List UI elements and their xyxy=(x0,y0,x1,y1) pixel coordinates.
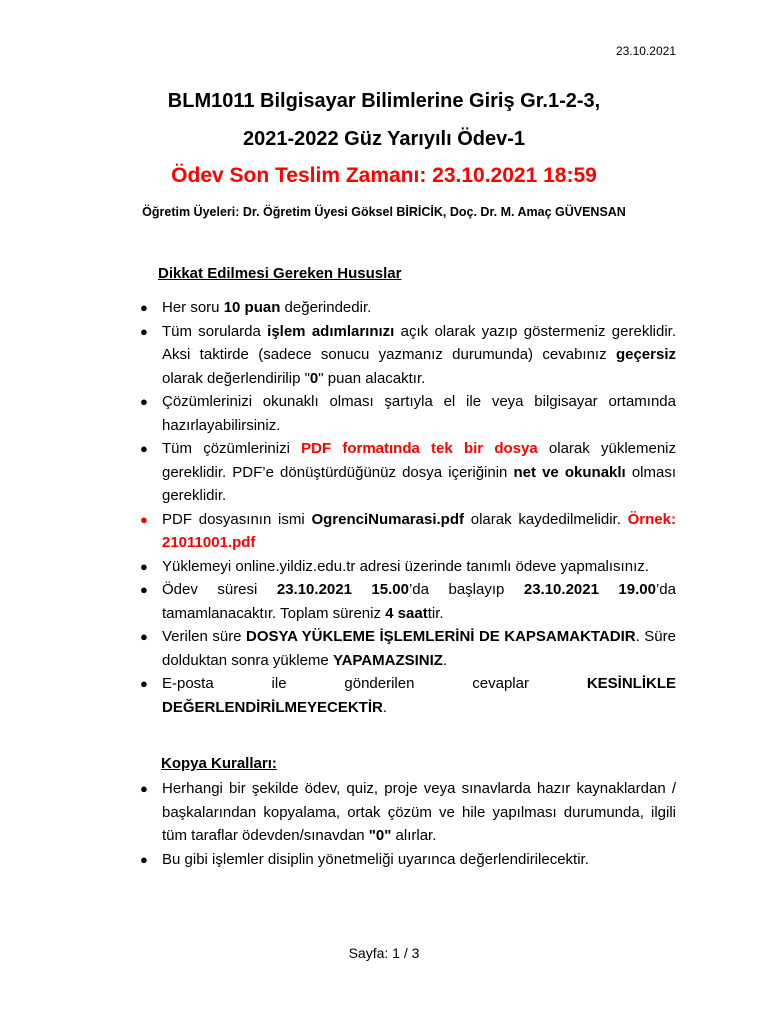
text-run: OgrenciNumarasi.pdf xyxy=(311,510,464,528)
bullet-dot-icon: ● xyxy=(140,323,148,339)
list-item xyxy=(140,508,676,555)
bullet-dot-icon: ● xyxy=(140,781,148,796)
text-run: açık olarak yazıp göstermeniz gereklidir. Aksi taktirde (sadece sonucu yazmanız durumunda) cevabınız xyxy=(162,322,676,363)
text-run: olarak değerlendirilip " xyxy=(162,369,310,387)
text-run: 4 saat xyxy=(385,604,428,622)
document-date: 23.10.2021 xyxy=(615,44,676,58)
text-run: YAPAMAZSINIZ xyxy=(332,651,443,669)
bullet-dot-icon: ● xyxy=(140,300,148,315)
text-run: . Süre dolduktan sonra yükleme xyxy=(162,628,676,669)
bullet-dot-icon: ● xyxy=(140,394,148,409)
text-run: işlem adımlarınızı xyxy=(267,322,395,340)
bullet-dot-icon: ● xyxy=(140,558,148,574)
text-run: "0" xyxy=(368,827,392,844)
text-run: Örnek: 21011001.pdf xyxy=(162,510,676,551)
text-run: tir. xyxy=(427,604,444,622)
list-item xyxy=(140,320,676,391)
assignment-title: 2021-2022 Güz Yarıyılı Ödev-1 xyxy=(242,128,526,150)
text-run: Tüm çözümlerinizi xyxy=(162,440,302,457)
text-run: Ödev süresi xyxy=(162,581,277,598)
text-run: E-posta ile gönderilen cevaplar xyxy=(162,675,587,692)
list-item xyxy=(140,437,677,508)
text-run: 10 puan xyxy=(223,299,281,316)
text-run: PDF dosyasının ismi xyxy=(162,510,312,528)
text-run: Herhangi bir şekilde ödev, quiz, proje veya sınavlarda hazır kaynaklardan / başkalarından kopyalama, ortak çözüm ve hile yapılması durumunda, ilgili tüm taraflar ödevden/sınavdan xyxy=(162,780,676,844)
text-run: KESİNLİKLE DEĞERLENDİRİLMEYECEKTİR xyxy=(162,675,676,716)
text-run: ’da başlayıp xyxy=(408,581,524,598)
rules-list xyxy=(140,296,677,719)
text-run: Her soru xyxy=(162,299,224,316)
text-run: ’da tamamlanacaktır. Toplam süreniz xyxy=(162,581,676,622)
copy-rules-heading: Kopya Kuralları: xyxy=(161,755,277,772)
text-run: DOSYA YÜKLEME İŞLEMLERİNİ DE KAPSAMAKTADIR xyxy=(246,628,636,645)
text-run: Bu gibi işlemler disiplin yönetmeliği uyarınca değerlendirilecektir. xyxy=(162,850,589,868)
list-item xyxy=(140,555,676,579)
text-run: Tüm sorularda xyxy=(162,322,268,340)
list-item xyxy=(140,777,676,848)
page-number: Sayfa: 1 / 3 xyxy=(348,945,420,961)
text-run: olarak yüklemeniz gereklidir. PDF’e dönüştürdüğünüz dosya içeriğinin xyxy=(162,440,676,481)
deadline-notice: Ödev Son Teslim Zamanı: 23.10.2021 18:59 xyxy=(171,164,597,187)
bullet-dot-icon: ● xyxy=(140,851,148,867)
list-item xyxy=(140,848,676,872)
bullet-dot-icon: ● xyxy=(140,676,148,691)
list-item xyxy=(140,390,676,437)
rules-heading: Dikkat Edilmesi Gereken Hususlar xyxy=(158,265,402,282)
text-run: 0 xyxy=(309,369,319,387)
list-item xyxy=(140,578,676,625)
text-run: " puan alacaktır. xyxy=(318,369,426,387)
text-run: . xyxy=(382,698,388,716)
text-run: . xyxy=(442,651,448,669)
text-run: geçersiz xyxy=(615,346,676,363)
bullet-dot-icon: ● xyxy=(140,582,148,597)
copy-rules-list xyxy=(140,777,676,871)
text-run: olması gereklidir. xyxy=(162,463,677,504)
bullet-dot-icon: ● xyxy=(140,441,148,456)
text-run: PDF formatında tek bir dosya xyxy=(301,440,538,457)
text-run: net ve okunaklı xyxy=(513,463,626,481)
text-run: Verilen süre xyxy=(162,628,247,645)
faculty-line: Öğretim Üyeleri: Dr. Öğretim Üyesi Göksel BİRİCİK, Doç. Dr. M. Amaç GÜVENSAN xyxy=(142,205,626,219)
text-run: olarak kaydedilmelidir. xyxy=(464,510,628,528)
text-run: değerindedir. xyxy=(280,299,372,316)
bullet-dot-icon: ● xyxy=(140,629,148,644)
text-run: Çözümlerinizi okunaklı olması şartıyla el ile veya bilgisayar ortamında hazırlayabilirsiniz. xyxy=(162,393,676,434)
text-run: 23.10.2021 19.00 xyxy=(523,581,656,598)
list-item xyxy=(140,625,676,672)
bullet-dot-icon: ● xyxy=(140,511,148,527)
text-run: alırlar. xyxy=(391,827,437,844)
text-run: 23.10.2021 15.00 xyxy=(276,581,409,598)
list-item xyxy=(140,672,676,719)
course-title: BLM1011 Bilgisayar Bilimlerine Giriş Gr.1-2-3, xyxy=(167,90,601,112)
text-run: Yüklemeyi online.yildiz.edu.tr adresi üzerinde tanımlı ödeve yapmalısınız. xyxy=(162,557,649,575)
list-item xyxy=(140,296,676,320)
